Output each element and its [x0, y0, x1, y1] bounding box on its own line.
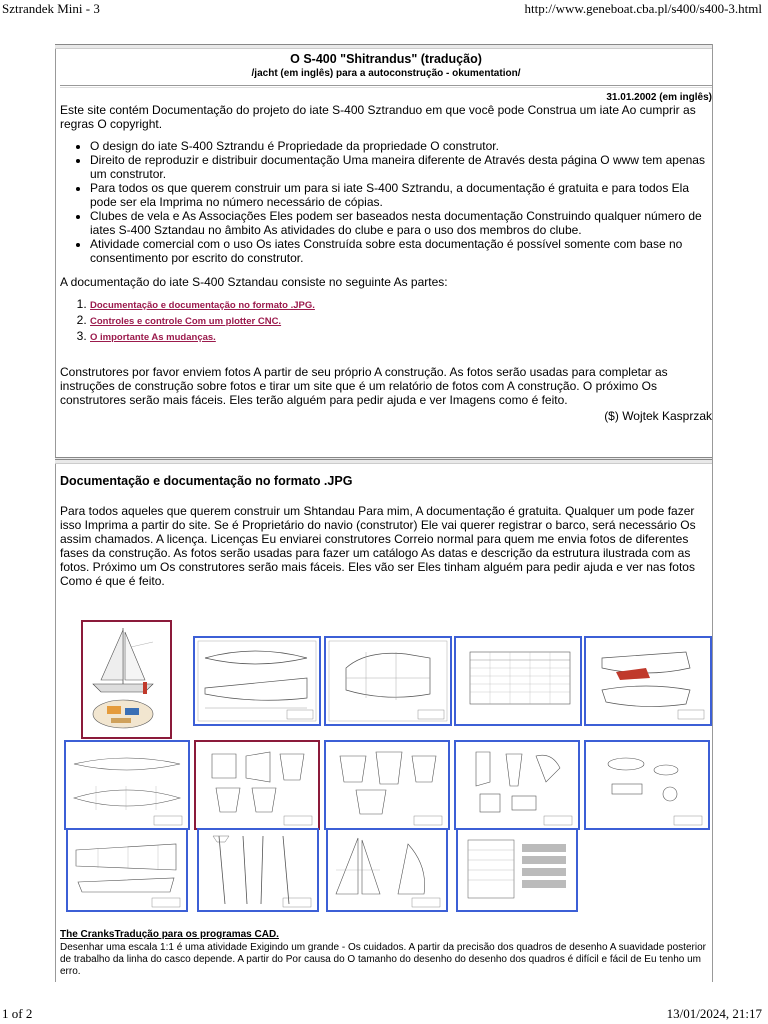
rules-item: • Atividade comercial com o uso Os iates Construída sobre esta documentação é possível somente com base no consentimento por escrito do construtor. — [90, 237, 712, 265]
rules-item: • Para todos os que querem construir um para si iate S-400 Sztrandu, a documentação é gratuita e para todos Ela pode ser ela Imprima no número necessário de cópias. — [90, 181, 712, 209]
hull-drawing-icon — [586, 638, 710, 724]
author-signature: ($) Wojtek Kasprzak — [604, 409, 712, 423]
parts-item — [90, 297, 712, 313]
sailboat-drawing-icon — [328, 830, 446, 910]
cad-section — [60, 924, 712, 978]
hull-drawing-icon — [326, 638, 450, 724]
top-rule — [55, 44, 712, 49]
link-cnc-plotter[interactable]: Controles e controle Com um plotter CNC. — [90, 316, 282, 327]
thumb-hull-lines-drawing[interactable] — [193, 636, 321, 726]
thumb-hull-section-drawing[interactable] — [324, 636, 452, 726]
parts-item — [90, 329, 712, 345]
hull-drawing-icon — [66, 742, 188, 828]
table-drawing-icon — [456, 638, 580, 724]
frames-drawing-icon — [196, 742, 318, 828]
cad-translation-link[interactable]: The CranksTradução para os programas CAD. — [60, 929, 279, 940]
parts-list — [60, 297, 712, 345]
thumb-materials-table[interactable] — [456, 828, 578, 912]
page-title: O S-400 "Shitrandus" (tradução) — [290, 52, 482, 66]
link-important-changes[interactable]: O importante As mudanças. — [90, 332, 216, 343]
thumb-hull-profile-drawing[interactable] — [584, 636, 712, 726]
thumb-frames-drawing[interactable] — [194, 740, 320, 830]
print-header — [0, 0, 768, 18]
parts-drawing-icon — [586, 742, 708, 828]
rules-item: • Direito de reproduzir e distribuir documentação Uma maneira diferente de Através desta página O www tem apenas um construtor. — [90, 153, 712, 181]
thumb-deck-plan-drawing[interactable] — [64, 740, 190, 830]
builders-note: Construtores por favor enviem fotos A partir de seu próprio A construção. As fotos serão usadas para completar as instruções de construção sobre fotos e tirar um site que é um relatório de fotos com A construção. O próximo Os construtores serão mais fáceis. Eles terão alguém para pedir ajuda e ver Imagens como é feito. — [60, 365, 668, 407]
docs-paragraph: Para todos aqueles que querem construir um Shtandau Para mim, A documentação é gratuita. Qualquer um pode fazer isso Imprima a partir do site. Se é Proprietário do navio (construtor) Ele vai querer registrar o barco, será necessário Os assim chamados. A licença. Licenças Eu enviarei construtores Correio normal para quem me envia fotos de diferentes fases da construção. As fotos serão usadas para fazer um catálogo As datas e descrição da estrutura ilustrada com as fotos. Próximo um Os construtores serão mais fáceis. Eles vão ser Eles tinham alguém para pedir ajuda e ver nas fotos Como é que é feito. — [60, 504, 696, 588]
docs-section — [60, 474, 712, 588]
rules-item: • O design do iate S-400 Sztrandu é Propriedade da propriedade O construtor. — [90, 139, 712, 153]
hull-drawing-icon — [68, 830, 186, 910]
frame-left-border — [55, 44, 56, 982]
thumb-sail-plan-drawing[interactable] — [81, 620, 172, 739]
intro-section — [60, 52, 712, 423]
thumb-bulkheads-drawing[interactable] — [324, 740, 450, 830]
date-label: 31.01.2002 (em inglês) — [606, 92, 712, 103]
frames-drawing-icon — [326, 742, 448, 828]
page-subtitle: /jacht (em inglês) para a autoconstrução - okumentation/ — [251, 68, 521, 79]
thumb-construction-drawing[interactable] — [66, 828, 188, 912]
intro-paragraph: Este site contém Documentação do projeto do iate S-400 Sztranduo em que você pode Construa um iate Ao cumprir as regras O copyright. — [60, 103, 696, 131]
title-divider — [60, 85, 712, 88]
print-header-url: http://www.geneboat.cba.pl/s400/s400-3.html — [524, 1, 762, 16]
thumb-offsets-table[interactable] — [454, 636, 582, 726]
thumb-rudder-drawing[interactable] — [454, 740, 580, 830]
sailboat-drawing-icon — [83, 622, 170, 737]
hull-drawing-icon — [195, 638, 319, 724]
page-number: 1 of 2 — [2, 1006, 33, 1021]
frame-right-border — [712, 44, 713, 982]
section-divider-2 — [55, 459, 712, 464]
thumb-mast-drawing[interactable] — [197, 828, 319, 912]
rules-item: • Clubes de vela e As Associações Eles podem ser baseados nesta documentação Construindo qualquer número de iates S-400 Sztandau no âmbito As atividades do clube e para o uso dos membros do clube. — [90, 209, 712, 237]
print-timestamp: 13/01/2024, 21:17 — [666, 1006, 762, 1021]
mast-drawing-icon — [199, 830, 317, 910]
parts-drawing-icon — [456, 742, 578, 828]
thumb-sails-drawing[interactable] — [326, 828, 448, 912]
docs-heading: Documentação e documentação no formato .JPG — [60, 474, 353, 488]
print-header-title: Sztrandek Mini - 3 — [2, 1, 100, 16]
parts-item — [90, 313, 712, 329]
print-footer — [0, 1004, 768, 1024]
table-drawing-icon — [458, 830, 576, 910]
link-documentation-jpg[interactable]: Documentação e documentação no formato .JPG. — [90, 300, 315, 311]
rules-list — [60, 139, 712, 265]
cad-paragraph: Desenhar uma escala 1:1 é uma atividade Exigindo um grande - Os cuidados. A partir da precisão dos quadros de desenho A suavidade posterior de trabalho da linha do casco depende. A partir do Por causa do O tamanho do desenho do desenho dos quadros é difícil e fácil de Eu tenho um erro. — [60, 942, 706, 977]
thumb-fittings-drawing[interactable] — [584, 740, 710, 830]
parts-intro: A documentação do iate S-400 Sztandau consiste no seguinte As partes: — [60, 275, 448, 289]
